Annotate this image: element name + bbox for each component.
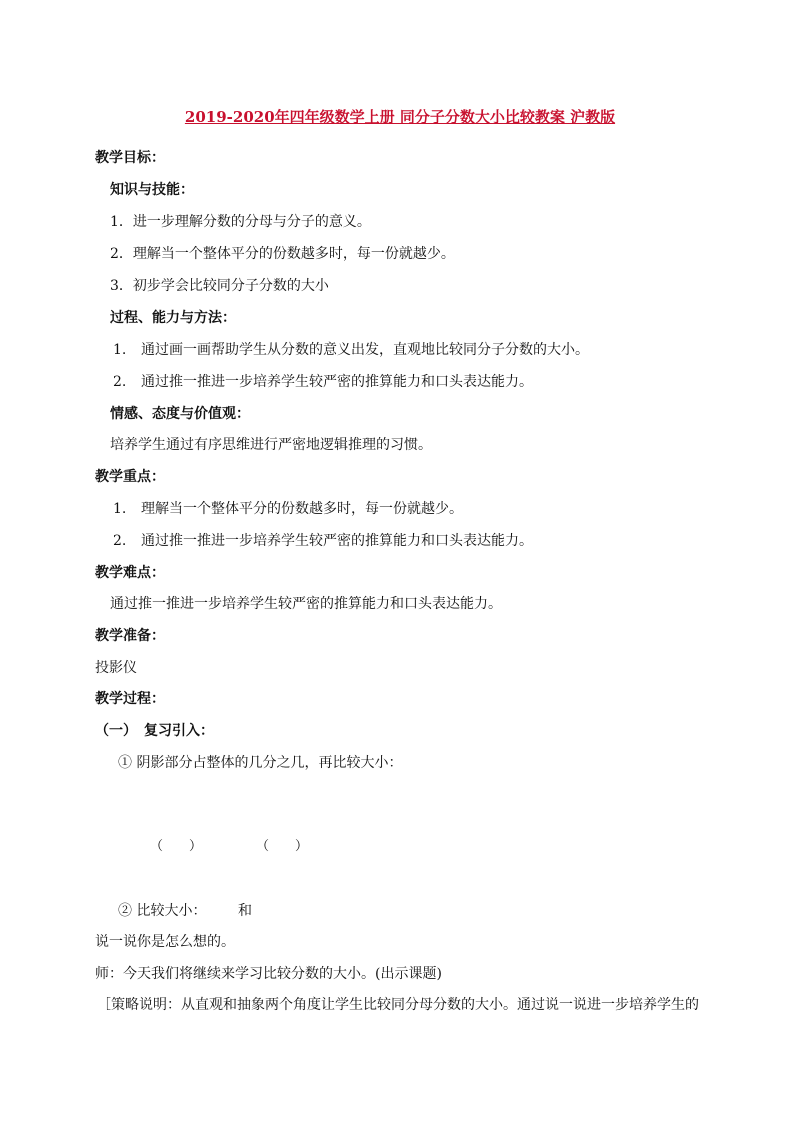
preparation-heading: 教学准备： [95, 628, 165, 644]
emotion-heading: 情感、态度与价值观： [110, 406, 250, 422]
preparation-text: 投影仪 [95, 660, 137, 676]
difficulty-text: 通过推一推进一步培养学生较严密的推算能力和口头表达能力。 [110, 596, 502, 612]
process-item-1-text: 通过画一画帮助学生从分数的意义出发，直观地比较同分子分数的大小。 [141, 342, 589, 358]
knowledge-item-3: 3．初步学会比较同分子分数的大小 [110, 278, 329, 294]
say-line: 说一说你是怎么想的。 [95, 934, 235, 950]
process-item-1 [113, 341, 589, 359]
document-title: 2019-2020年四年级数学上册 同分子分数大小比较教案 沪教版 [184, 108, 616, 126]
key-point-item-2-text: 通过推一推进一步培养学生较严密的推算能力和口头表达能力。 [141, 533, 533, 549]
process-item-2-num: 2. [113, 374, 127, 390]
process-item-2-text: 通过推一推进一步培养学生较严密的推算能力和口头表达能力。 [141, 374, 533, 390]
knowledge-heading: 知识与技能： [110, 182, 194, 198]
knowledge-item-2: 2．理解当一个整体平分的份数越多时，每一份就越少。 [110, 246, 455, 262]
key-points-heading: 教学重点： [95, 469, 165, 485]
key-point-item-1 [113, 500, 463, 518]
key-point-item-2 [113, 532, 533, 550]
process-item-1-num: 1. [113, 342, 127, 358]
difficulty-heading: 教学难点： [95, 565, 165, 581]
emotion-text: 培养学生通过有序思维进行严密地逻辑推理的习惯。 [110, 437, 432, 453]
review-item-2: ② 比较大小： [118, 903, 207, 919]
key-point-item-1-text: 理解当一个整体平分的份数越多时，每一份就越少。 [141, 501, 463, 517]
review-heading: （一） 复习引入： [95, 723, 214, 739]
answer-blank-1: （ ） [150, 839, 203, 854]
knowledge-item-1: 1．进一步理解分数的分母与分子的意义。 [110, 214, 371, 230]
teaching-goals-heading: 教学目标： [95, 150, 165, 166]
answer-blank-2: （ ） [256, 839, 309, 854]
key-point-item-1-num: 1. [113, 501, 127, 517]
process-item-2 [113, 373, 533, 391]
teaching-process-heading: 教学过程： [95, 691, 165, 707]
teacher-line: 师：今天我们将继续来学习比较分数的大小。(出示课题) [95, 966, 442, 982]
process-heading: 过程、能力与方法： [110, 310, 236, 326]
strategy-line: ［策略说明：从直观和抽象两个角度让学生比较同分母分数的大小。通过说一说进一步培养学生的 [97, 997, 699, 1013]
key-point-item-2-num: 2. [113, 533, 127, 549]
review-item-2-and: 和 [238, 903, 252, 919]
review-item-1: ① 阴影部分占整体的几分之几，再比较大小： [118, 755, 403, 771]
